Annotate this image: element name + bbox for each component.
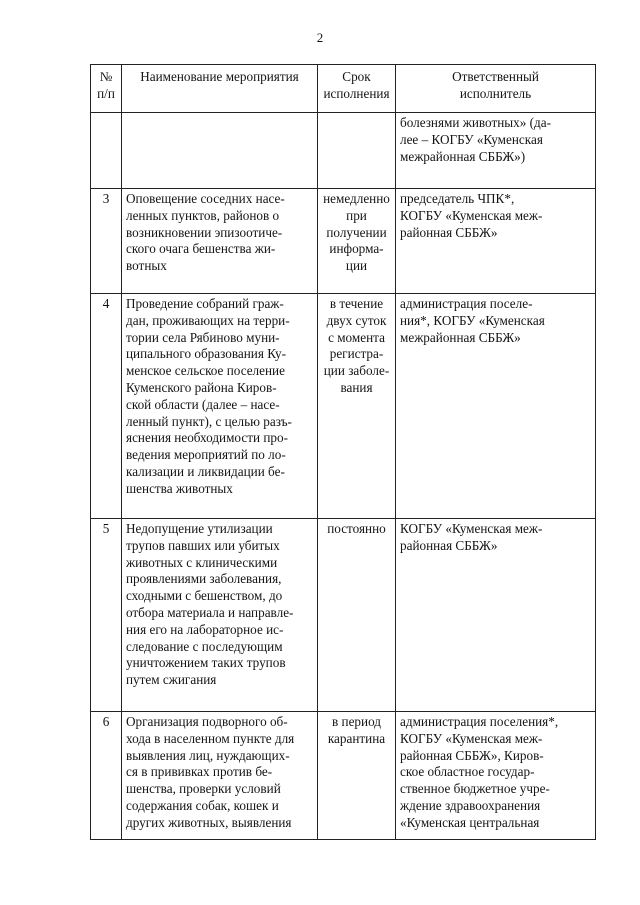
row-term: немедленно при получении информа- ции bbox=[318, 189, 396, 294]
table-row bbox=[91, 294, 596, 519]
row-name: Проведение собраний граж- дан, проживающих на терри- тории села Рябиново муни- ципального образования Ку- менское сельское поселение Куменского района Киров- ской области (далее – насе- ленный пункт), с целью разъ- яснения необходимости про- ведения мероприятий по ло- кализации и ликвидации бе- шенства животных bbox=[122, 294, 318, 519]
row-responsible: КОГБУ «Куменская меж- районная СББЖ» bbox=[396, 519, 596, 712]
row-responsible: болезнями животных» (да- лее – КОГБУ «Куменская межрайонная СББЖ») bbox=[396, 113, 596, 189]
row-name: Оповещение соседних насе- ленных пунктов, районов о возникновении эпизоотиче- ского очага бешенства жи- вотных bbox=[122, 189, 318, 294]
header-term: Срок исполнения bbox=[318, 65, 396, 113]
row-responsible: администрация поселения*, КОГБУ «Куменская меж- районная СББЖ», Киров- ское областное государ- ственное бюджетное учре- ждение здравоохранения «Куменская центральная bbox=[396, 712, 596, 840]
header-num: № п/п bbox=[91, 65, 122, 113]
row-responsible: председатель ЧПК*, КОГБУ «Куменская меж- районная СББЖ» bbox=[396, 189, 596, 294]
measures-table bbox=[90, 64, 596, 840]
table-row bbox=[91, 189, 596, 294]
table-row bbox=[91, 519, 596, 712]
row-term bbox=[318, 113, 396, 189]
row-name bbox=[122, 113, 318, 189]
page-number: 2 bbox=[316, 30, 324, 45]
row-num: 6 bbox=[91, 712, 122, 840]
header-name: Наименование мероприятия bbox=[122, 65, 318, 113]
table-row bbox=[91, 113, 596, 189]
row-term: в течение двух суток с момента регистра- ции заболе- вания bbox=[318, 294, 396, 519]
row-num: 4 bbox=[91, 294, 122, 519]
row-responsible: администрация поселе- ния*, КОГБУ «Куменская межрайонная СББЖ» bbox=[396, 294, 596, 519]
header-responsible: Ответственный исполнитель bbox=[396, 65, 596, 113]
row-term: в период карантина bbox=[318, 712, 396, 840]
table-row bbox=[91, 712, 596, 840]
table-header-row bbox=[91, 65, 596, 113]
row-num: 5 bbox=[91, 519, 122, 712]
row-num: 3 bbox=[91, 189, 122, 294]
row-num bbox=[91, 113, 122, 189]
row-name: Организация подворного об- хода в населенном пункте для выявления лиц, нуждающих- ся в прививках против бе- шенства, проверки условий содержания собак, кошек и других животных, выявления bbox=[122, 712, 318, 840]
row-term: постоянно bbox=[318, 519, 396, 712]
row-name: Недопущение утилизации трупов павших или убитых животных с клиническими проявлениями заболевания, сходными с бешенством, до отбора материала и направле- ния его на лабораторное ис- следование с последующим уничтожением таких трупов путем сжигания bbox=[122, 519, 318, 712]
